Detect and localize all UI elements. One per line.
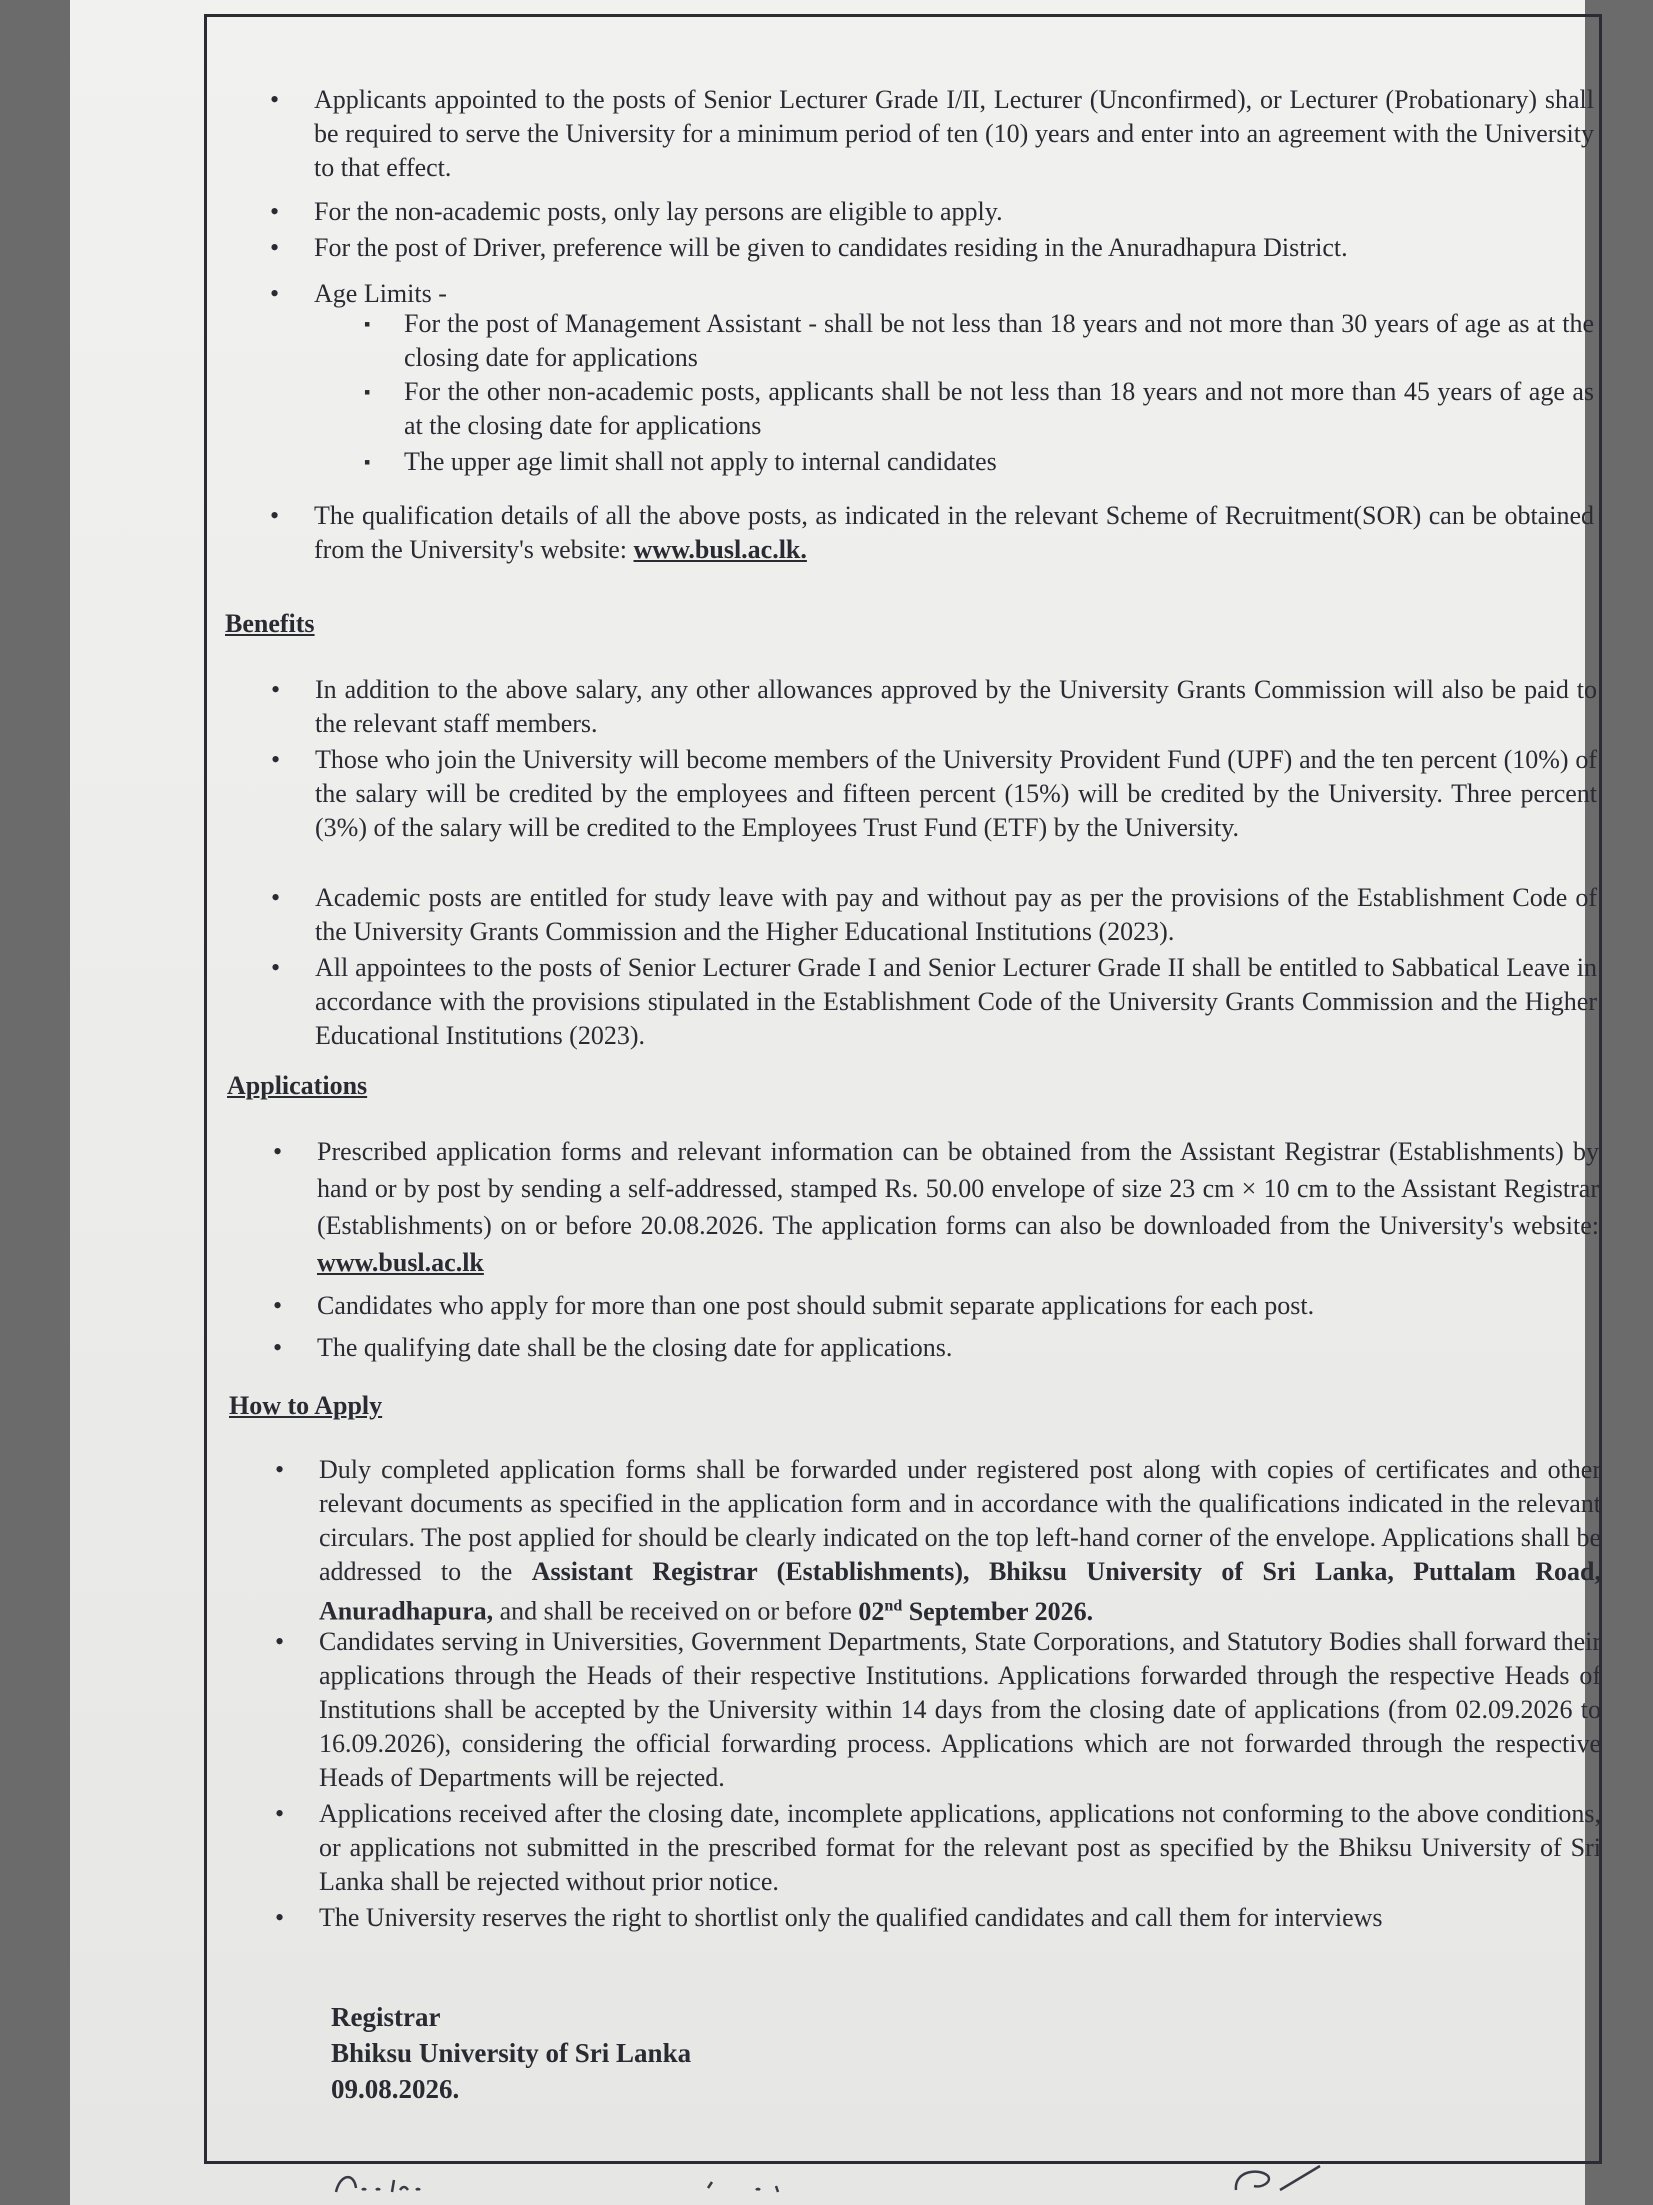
bullet-forwarding-instructions: • Duly completed application forms shall be forwarded under registered post along with copies of certificates and other relevant documents as specified in the application form and in accordance with the qualifications indicated in the relevant circulars. The post applied for should be clearly indicated on the top left-hand corner of the envelope. Applications shall be addressed to the Assistant Registrar (Establishments), Bhiksu University of Sri Lanka, Puttalam Road, Anuradhapura, and shall be received on or before 02nd September 2026. [319, 1453, 1601, 1629]
how-to-apply-heading: How to Apply [229, 1391, 383, 1420]
paper-sheet [70, 0, 1601, 2205]
document-frame [204, 14, 1602, 2164]
bullet-qualifying-date: • The qualifying date shall be the closing date for applications. [317, 1331, 1599, 1365]
bullet-separate-applications: • Candidates who apply for more than one post should submit separate applications for each post. [317, 1289, 1599, 1323]
bullet-institutional-candidates: • Candidates serving in Universities, Government Departments, State Corporations, and Statutory Bodies shall forward their applications through the Heads of their respective Institutions. Applications forwarded through the respective Heads of Institutions shall be accepted by the University within 14 days from the closing date of applications (from 02.09.2026 to 16.09.2026), considering the official forwarding process. Applications which are not forwarded through the respective Heads of Departments will be rejected. [319, 1625, 1601, 1795]
signature-block [331, 1999, 691, 2107]
website-link[interactable]: www.busl.ac.lk. [633, 535, 807, 564]
bullet-provident-fund: • Those who join the University will become members of the University Provident Fund (UPF) and the ten percent (10%) of the salary will be credited by the employees and fifteen percent (15%) will be credited by the University. Three percent (3%) of the salary will be credited to the Employees Trust Fund (ETF) by the University. [315, 743, 1597, 845]
bullet-age-limits: • Age Limits - [314, 277, 1594, 311]
benefits-heading: Benefits [225, 609, 315, 638]
signatory-title: Registrar [331, 2002, 441, 2032]
bullet-allowances: • In addition to the above salary, any other allowances approved by the University Grants Commission will also be paid to the relevant staff members. [315, 673, 1597, 741]
bullet-sabbatical-leave: • All appointees to the posts of Senior Lecturer Grade I and Senior Lecturer Grade II shall be entitled to Sabbatical Leave in accordance with the provisions stipulated in the Establishment Code of the University Grants Commission and the Higher Educational Institutions (2023). [315, 951, 1597, 1053]
bullet-driver-preference: • For the post of Driver, preference will be given to candidates residing in the Anuradhapura District. [314, 231, 1594, 265]
subbullet-non-academic-age: ▪ For the other non-academic posts, applicants shall be not less than 18 years and not more than 45 years of age as at the closing date for applications [404, 375, 1594, 443]
bullet-application-forms: • Prescribed application forms and relevant information can be obtained from the Assistant Registrar (Establishments) by hand or by post by sending a self-addressed, stamped Rs. 50.00 envelope of size 23 cm × 10 cm to the Assistant Registrar (Establishments) on or before 20.08.2026. The application forms can also be downloaded from the University's website: www.busl.ac.lk [317, 1133, 1599, 1281]
stray-mark [706, 2176, 786, 2196]
signatory-institution: Bhiksu University of Sri Lanka [331, 2038, 692, 2068]
handwritten-mark-left [332, 2168, 452, 2198]
postal-address: Assistant Registrar (Establishments), Bhiksu University of Sri Lanka, Puttalam Road, Anuradhapura, [319, 1557, 1601, 1626]
applications-heading: Applications [227, 1071, 368, 1100]
subbullet-management-assistant-age: ▪ For the post of Management Assistant - shall be not less than 18 years and not more than 30 years of age as at the closing date for applications [404, 307, 1594, 375]
document-content [207, 17, 1599, 2161]
closing-date: 02nd September 2026. [858, 1596, 1094, 1626]
subbullet-internal-candidates: ▪ The upper age limit shall not apply to internal candidates [404, 445, 1594, 479]
bullet-study-leave: • Academic posts are entitled for study leave with pay and without pay as per the provisions of the Establishment Code of the University Grants Commission and the Higher Educational Institutions (2023). [315, 881, 1597, 949]
bullet-lecturer-agreement: • Applicants appointed to the posts of Senior Lecturer Grade I/II, Lecturer (Unconfirmed), or Lecturer (Probationary) shall be required to serve the University for a minimum period of ten (10) years and enter into an agreement with the University to that effect. [314, 83, 1594, 185]
signature-date: 09.08.2026. [331, 2074, 460, 2104]
website-link[interactable]: www.busl.ac.lk [317, 1248, 484, 1277]
handwritten-mark-right [1230, 2160, 1350, 2196]
bullet-lay-persons: • For the non-academic posts, only lay persons are eligible to apply. [314, 195, 1594, 229]
bullet-shortlist: • The University reserves the right to shortlist only the qualified candidates and call them for interviews [319, 1901, 1601, 1935]
bullet-qualification-details: • The qualification details of all the above posts, as indicated in the relevant Scheme of Recruitment(SOR) can be obtained from the University's website: www.busl.ac.lk. [314, 499, 1594, 567]
bullet-rejection-conditions: • Applications received after the closing date, incomplete applications, applications not conforming to the above conditions, or applications not submitted in the prescribed format for the relevant post as specified by the Bhiksu University of Sri Lanka shall be rejected without prior notice. [319, 1797, 1601, 1899]
